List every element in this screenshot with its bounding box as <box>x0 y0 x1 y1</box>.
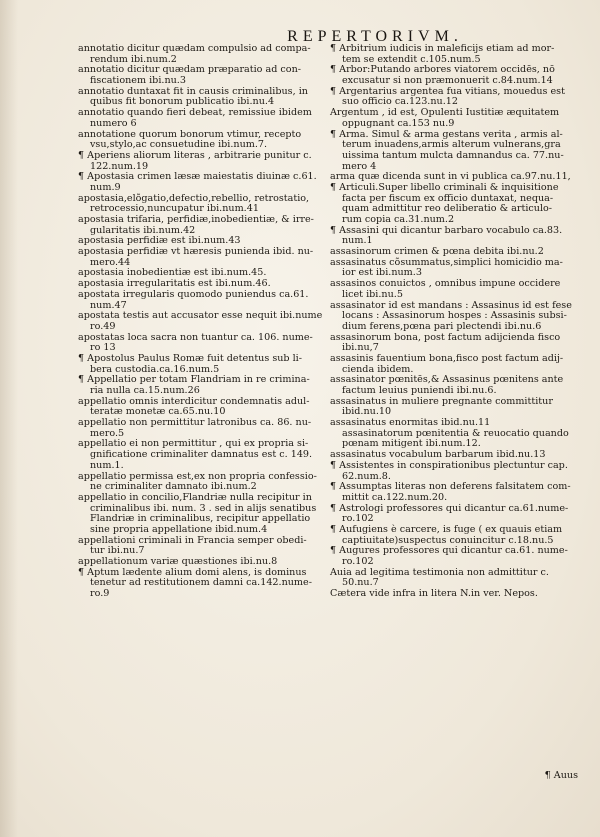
index-entry-line: suo officio ca.123.nu.12 <box>342 96 458 108</box>
index-entry-line: ro.102 <box>342 556 374 567</box>
index-entry-line: ¶ Aufugiens è carcere, is fuge ( ex quauis etiam <box>330 525 585 536</box>
index-entry-line: apostasia trifaria, perfidiæ,inobedientiæ, & irre- <box>78 214 314 225</box>
index-entry-line: annotatio dicitur quædam compulsio ad compa- <box>78 43 311 54</box>
index-entry-line: annotatione quorum bonorum vtimur, recepto <box>78 128 302 140</box>
index-entry-line: appellatio non permittitur latronibus ca. 86. nu- <box>78 417 312 429</box>
index-entry-line: ro.9 <box>90 588 110 600</box>
index-entry-line: ior est ibi.num.3 <box>342 267 422 279</box>
index-entry-line: Flandriæ in criminalibus, recipitur appellatio <box>90 513 311 525</box>
index-entry-line: appellatio ei non permittitur , qui ex propria si- <box>78 438 309 450</box>
index-entry-line: ria nulla ca.15.num.26 <box>90 385 200 396</box>
index-entry-line: appellatio permissa est,ex non propria confessio- <box>78 470 317 482</box>
index-entry-line: ¶ Aperiens aliorum literas , arbitrarie punitur c. <box>78 151 328 162</box>
catchword: ¶ Auus <box>544 770 578 781</box>
index-entry-line: ¶ Aptum lædente alium domi alens, is dominus <box>78 568 328 579</box>
index-entry-line: bera custodia.ca.16.num.5 <box>90 363 220 375</box>
index-entry-line: num.9 <box>90 181 121 193</box>
index-entry-line: ne criminaliter damnato ibi.num.2 <box>90 481 257 493</box>
index-entry-line: annotatio quando fieri debeat, remissiue ibidem <box>78 107 312 119</box>
index-entry-line: dium ferens,pœna pari plectendi ibi.nu.6 <box>342 320 542 332</box>
header-title: REPERTORIVM. <box>287 28 463 45</box>
index-entry-line: ¶ Assumptas literas non deferens falsitatem com- <box>330 482 585 493</box>
catchword-text: Auus <box>553 770 578 781</box>
index-entry-line: assasinatus enormitas ibid.nu.11 <box>330 417 491 429</box>
index-entry-line: mero.5 <box>90 427 125 439</box>
index-entry-line: uissima tantum mulcta damnandus ca. 77.nu- <box>342 149 564 161</box>
index-entry-line: mittit ca.122.num.20. <box>342 491 448 503</box>
index-entry-line: mero.44 <box>90 256 131 268</box>
index-entry-line: ro 13 <box>90 342 116 354</box>
index-entry-line: assasinator id est mandans : Assasinus id est fese <box>330 299 572 311</box>
index-entry-line: ibid.nu.10 <box>342 406 392 418</box>
index-entry-line: captiuitate)suspectus conuincitur c.18.nu.5 <box>342 534 554 546</box>
index-entry-line: appellatio in concilio,Flandriæ nulla recipitur in <box>78 491 312 503</box>
index-entry-line: num.1. <box>90 459 124 471</box>
index-entry-line: numero 6 <box>90 117 137 129</box>
index-entry-line: arma quæ dicenda sunt in vi publica ca.97.nu.11, <box>330 171 571 183</box>
index-entry-line: rendum ibi.num.2 <box>90 53 177 65</box>
index-entry-line: assasinorum bona, post factum adijcienda fisco <box>330 331 561 343</box>
index-entry-line: appellationi criminali in Francia semper obedi- <box>78 534 307 546</box>
index-entry-line: ¶ Apostolus Paulus Romæ fuit detentus sub li- <box>78 354 328 365</box>
index-entry-line: teratæ monetæ ca.65.nu.10 <box>90 406 226 418</box>
index-entry-line: apostasia perfidiæ vt hæresis punienda ibid. nu- <box>78 246 314 258</box>
index-entry-line: ¶ Astrologi professores qui dicantur ca.61.nume- <box>330 504 585 515</box>
index-entry-line: Cætera vide infra in litera N.in ver. Nepos. <box>330 588 538 600</box>
index-entry-line: apostatas loca sacra non tuantur ca. 106. nume- <box>78 331 313 343</box>
index-entry-line: cienda ibidem. <box>342 363 414 375</box>
index-entry-line: ¶ Arbitrium iudicis in maleficijs etiam ad mor- <box>330 44 585 55</box>
index-entry-line: assasinis fauentium bona,fisco post factum adij- <box>330 352 564 364</box>
index-entry-line: assasinorum crimen & pœna debita ibi.nu.2 <box>330 246 544 258</box>
index-entry-line: mero 4 <box>342 160 377 172</box>
index-entry-line: ro.102 <box>342 513 374 525</box>
index-entry-line: ¶ Appellatio per totam Flandriam in re crimina- <box>78 375 328 386</box>
index-entry-line: apostasia,elõgatio,defectio,rebellio, retrostatio, <box>78 192 310 204</box>
index-entry-line: 62.num.8. <box>342 470 391 482</box>
index-entry-line: ¶ Augures professores qui dicantur ca.61. nume- <box>330 546 585 557</box>
index-entry-line: factum leuius puniendi ibi.nu.6. <box>342 385 497 396</box>
index-entry-line: tur ibi.nu.7 <box>90 545 145 557</box>
index-entry-line: assasinatus in muliere pregnante committitur <box>330 395 553 407</box>
index-entry-line: assasinator pœnitēs,& Assasinus pœnitens ante <box>330 374 564 386</box>
index-entry-line: ibi.nu,7 <box>342 342 379 354</box>
index-entry-line: ¶ Apostasia crimen læsæ maiestatis diuinæ c.61. <box>78 172 328 183</box>
index-entry-line: apostata irregularis quomodo puniendus ca.61. <box>78 288 309 300</box>
index-column-right <box>330 44 585 600</box>
index-entry-line: assasinatorum pœnitentia & reuocatio quando <box>342 427 569 439</box>
index-entry-line: annotatio dicitur quædam præparatio ad con- <box>78 64 301 76</box>
index-entry-line: tem se extendit c.105.num.5 <box>342 53 481 65</box>
index-entry-line: fiscationem ibi.nu.3 <box>90 75 186 87</box>
index-entry-line: apostasia inobedientiæ est ibi.num.45. <box>78 267 267 279</box>
index-entry-line: ¶ Assasini qui dicantur barbaro vocabulo ca.83. <box>330 226 585 237</box>
index-entry-line: ¶ Articuli.Super libello criminali & inquisitione <box>330 183 585 194</box>
index-entry-line: locans : Assasinorum hospes : Assasinis subsi- <box>342 310 567 322</box>
index-entry-line: ro.49 <box>90 320 116 332</box>
index-entry-line: ¶ Arbor:Putando arbores viatorem occidēs, nō <box>330 65 585 76</box>
index-entry-line: retrocessio,nuncupatur ibi.num.41 <box>90 203 259 215</box>
index-entry-line: assasinatus vocabulum barbarum ibid.nu.13 <box>330 449 546 461</box>
index-entry-line: apostasia irregularitatis est ibi.num.46. <box>78 278 271 290</box>
index-entry-line: facta per fiscum ex officio duntaxat, nequa- <box>342 192 554 204</box>
index-entry-line: apostata testis aut accusator esse nequit ibi.nume <box>78 310 323 322</box>
index-entry-line: assasinos conuictos , omnibus impune occidere <box>330 278 561 290</box>
index-entry-line: appellationum variæ quæstiones ibi.nu.8 <box>78 556 278 567</box>
index-entry-line: gnificatione criminaliter damnatus est c. 149. <box>90 449 313 461</box>
index-entry-line: sine propria appellatione ibid.num.4 <box>90 523 268 535</box>
index-entry-line: terum inuadens,armis alterum vulnerans,gra <box>342 139 561 151</box>
index-entry-line: gularitatis ibi.num.42 <box>90 224 196 236</box>
index-entry-line: quibus fit bonorum publicatio ibi.nu.4 <box>90 96 275 108</box>
index-entry-line: ¶ Argentarius argentea fua vitians, mouedus est <box>330 87 585 98</box>
index-entry-line: num.47 <box>90 299 127 311</box>
index-entry-line: appellatio omnis interdicitur condemnatis adul- <box>78 395 310 407</box>
index-entry-line: ¶ Arma. Simul & arma gestans verita , armis al- <box>330 130 585 141</box>
index-entry-line: Argentum , id est, Opulenti Iustitiæ æquitatem <box>330 107 560 119</box>
index-entry-line: 50.nu.7 <box>342 577 379 589</box>
index-entry-line: oppugnant ca.153 nu.9 <box>342 117 455 129</box>
index-column-left <box>78 44 328 600</box>
index-entry-line: 122.num.19 <box>90 160 149 172</box>
index-entry-line: assasinatus cõsummatus,simplici homicidio ma- <box>330 256 563 268</box>
index-entry-line: Auia ad legitima testimonia non admittitur c. <box>330 566 549 578</box>
index-entry-line: pœnam mitigent ibi.num.12. <box>342 438 481 450</box>
index-entry-line: licet ibi.nu.5 <box>342 288 403 300</box>
index-entry-line: excusatur si non præmonuerit c.84.num.14 <box>342 75 553 87</box>
index-entry-line: apostasia perfidiæ est ibi.num.43 <box>78 235 241 247</box>
index-entry-line: rum copia ca.31.num.2 <box>342 214 455 225</box>
index-entry-line: tenetur ad restitutionem damni ca.142.nume- <box>90 577 312 589</box>
index-entry-line: ¶ Assistentes in conspirationibus plectuntur cap. <box>330 461 585 472</box>
index-entry-line: criminalibus ibi. num. 3 . sed in alijs senatibus <box>90 502 317 514</box>
index-entry-line: quam admittitur reo deliberatio & articulo- <box>342 203 553 215</box>
index-entry-line: num.1 <box>342 235 373 247</box>
index-entry-line: annotatio duntaxat fit in causis criminalibus, in <box>78 85 308 97</box>
index-entry-line: vsu,stylo,ac consuetudine ibi.num.7. <box>90 139 268 151</box>
